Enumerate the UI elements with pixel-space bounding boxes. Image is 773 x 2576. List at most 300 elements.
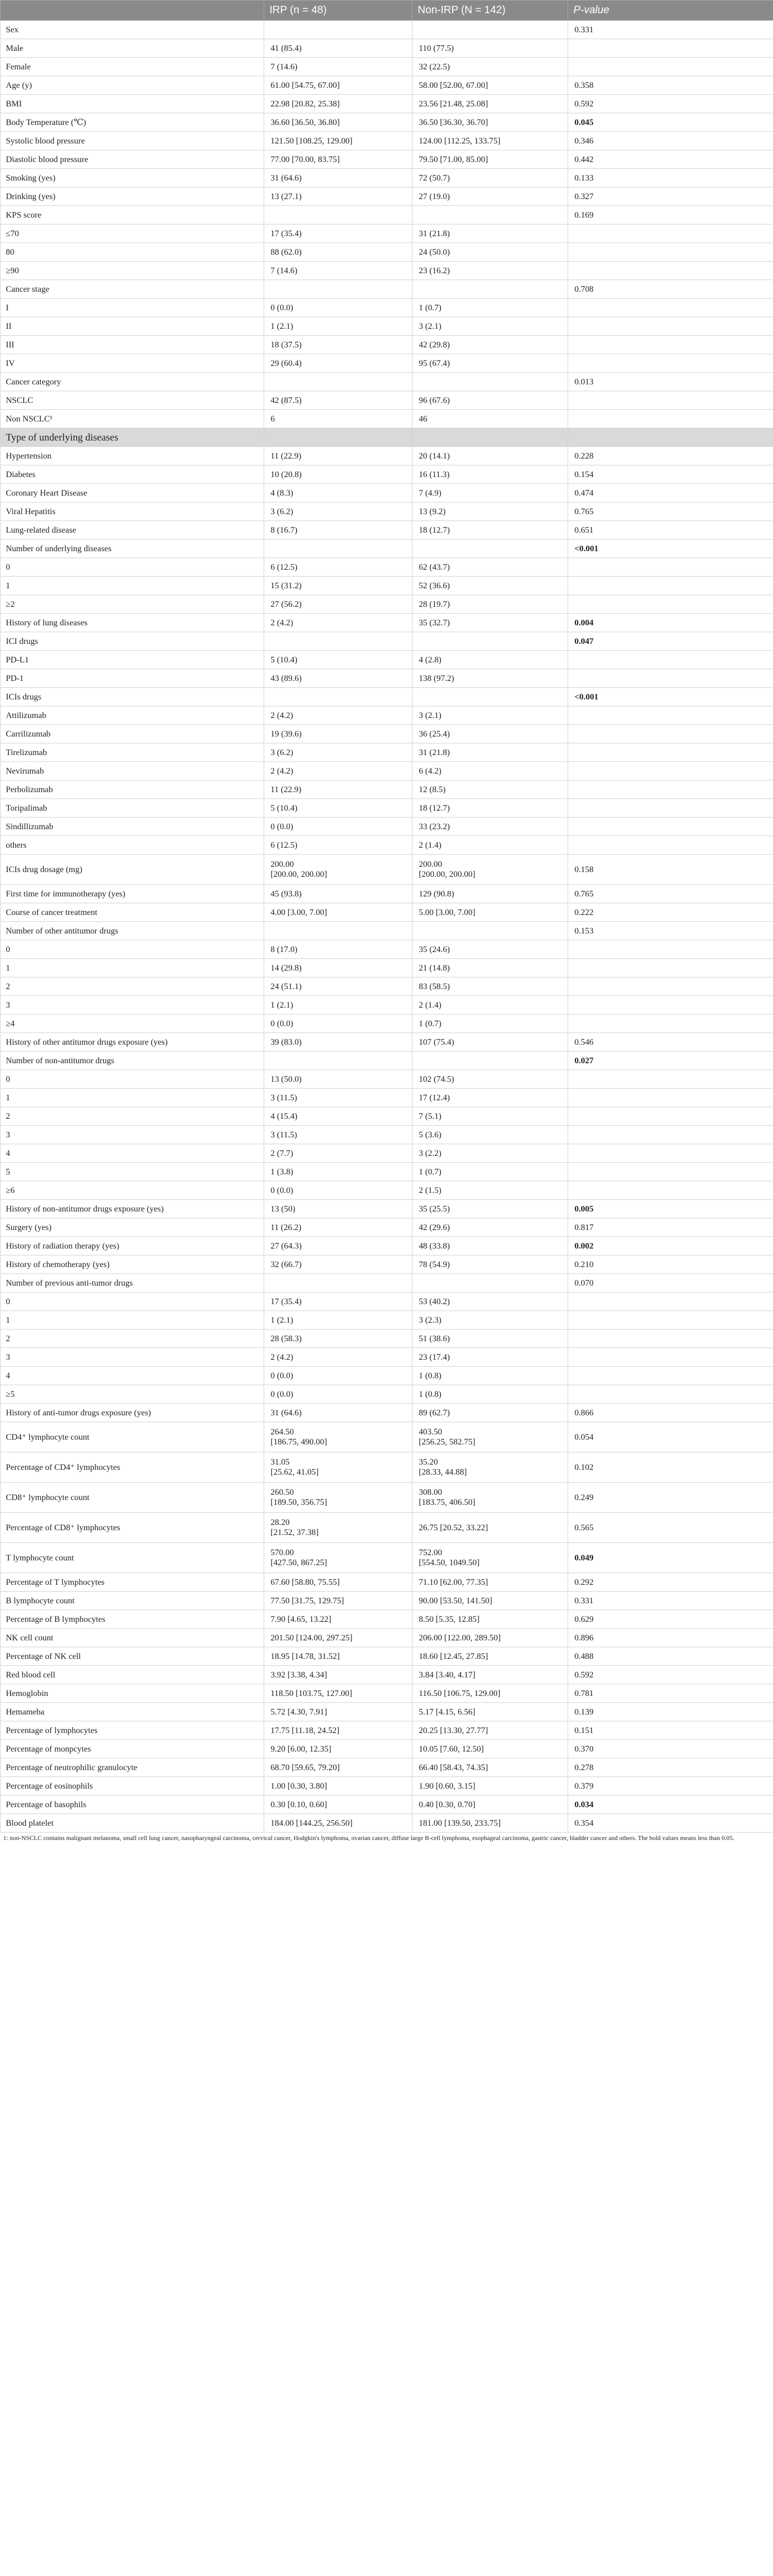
non-irp-value-cell: 16 (11.3) <box>412 465 568 484</box>
variable-cell: ICIs drug dosage (mg) <box>1 855 264 885</box>
non-irp-value-cell <box>412 688 568 706</box>
irp-value-cell: 8 (17.0) <box>264 940 412 959</box>
table-row <box>1 502 773 521</box>
variable-cell: Tirelizumab <box>1 743 264 762</box>
variable-cell: Carrilizumab <box>1 725 264 743</box>
irp-value-cell: 18.95 [14.78, 31.52] <box>264 1647 412 1666</box>
table-row <box>1 1052 773 1070</box>
irp-value-cell: 28 (58.3) <box>264 1330 412 1348</box>
irp-value-cell: 31.05 [25.62, 41.05] <box>264 1452 412 1483</box>
irp-value-cell: 24 (51.1) <box>264 977 412 996</box>
p-value-cell: 0.047 <box>568 632 773 651</box>
table-row <box>1 1330 773 1348</box>
variable-cell: III <box>1 336 264 354</box>
table-row <box>1 391 773 410</box>
p-value-cell: 0.629 <box>568 1610 773 1629</box>
variable-cell: Hemoglobin <box>1 1684 264 1703</box>
variable-cell: Number of underlying diseases <box>1 540 264 558</box>
non-irp-value-cell: 42 (29.6) <box>412 1218 568 1237</box>
non-irp-value-cell: 53 (40.2) <box>412 1293 568 1311</box>
variable-cell: Cancer category <box>1 373 264 391</box>
table-row <box>1 206 773 225</box>
variable-cell: Sindillizumab <box>1 818 264 836</box>
variable-cell: Male <box>1 39 264 58</box>
p-value-cell: 0.002 <box>568 1237 773 1255</box>
irp-value-cell: 17.75 [11.18, 24.52] <box>264 1721 412 1740</box>
table-row <box>1 1311 773 1330</box>
p-value-cell: 0.765 <box>568 885 773 903</box>
table-row <box>1 818 773 836</box>
irp-value-cell: 0 (0.0) <box>264 1181 412 1200</box>
table-row <box>1 1107 773 1126</box>
table-row <box>1 317 773 336</box>
variable-cell: KPS score <box>1 206 264 225</box>
header-irp: IRP (n = 48) <box>264 1 412 21</box>
variable-cell: Systolic blood pressure <box>1 132 264 150</box>
non-irp-value-cell <box>412 1052 568 1070</box>
irp-value-cell: 31 (64.6) <box>264 169 412 187</box>
variable-cell: 3 <box>1 1126 264 1144</box>
non-irp-value-cell: 95 (67.4) <box>412 354 568 373</box>
irp-value-cell: 14 (29.8) <box>264 959 412 977</box>
non-irp-value-cell: 2 (1.4) <box>412 836 568 855</box>
variable-cell: Viral Hepatitis <box>1 502 264 521</box>
p-value-cell <box>568 1070 773 1089</box>
p-value-cell <box>568 1163 773 1181</box>
non-irp-value-cell: 23 (17.4) <box>412 1348 568 1367</box>
table-row <box>1 885 773 903</box>
p-value-cell: 0.370 <box>568 1740 773 1758</box>
irp-value-cell: 17 (35.4) <box>264 225 412 243</box>
variable-cell: 1 <box>1 959 264 977</box>
variable-cell: 1 <box>1 1089 264 1107</box>
non-irp-value-cell: 1 (0.8) <box>412 1367 568 1385</box>
non-irp-value-cell: 33 (23.2) <box>412 818 568 836</box>
variable-cell: 2 <box>1 1107 264 1126</box>
p-value-cell: 0.210 <box>568 1255 773 1274</box>
table-row <box>1 1703 773 1721</box>
variable-cell: BMI <box>1 95 264 113</box>
p-value-cell: 0.158 <box>568 855 773 885</box>
irp-value-cell: 1 (2.1) <box>264 1311 412 1330</box>
variable-cell: First time for immunotherapy (yes) <box>1 885 264 903</box>
non-irp-value-cell: 35 (24.6) <box>412 940 568 959</box>
non-irp-value-cell: 66.40 [58.43, 74.35] <box>412 1758 568 1777</box>
table-header-row <box>1 1 773 21</box>
table-row <box>1 922 773 940</box>
irp-value-cell: 1 (2.1) <box>264 996 412 1015</box>
irp-value-cell: 27 (56.2) <box>264 595 412 614</box>
non-irp-value-cell: 107 (75.4) <box>412 1033 568 1052</box>
table-row <box>1 336 773 354</box>
variable-cell: Hypertension <box>1 447 264 465</box>
table-row <box>1 280 773 299</box>
irp-value-cell: 8 (16.7) <box>264 521 412 540</box>
non-irp-value-cell: 28 (19.7) <box>412 595 568 614</box>
p-value-cell: 0.592 <box>568 95 773 113</box>
non-irp-value-cell: 200.00 [200.00, 200.00] <box>412 855 568 885</box>
variable-cell: 4 <box>1 1144 264 1163</box>
irp-value-cell: 0 (0.0) <box>264 1015 412 1033</box>
irp-value-cell: 9.20 [6.00, 12.35] <box>264 1740 412 1758</box>
p-value-cell: 0.781 <box>568 1684 773 1703</box>
variable-cell: History of chemotherapy (yes) <box>1 1255 264 1274</box>
table-row <box>1 225 773 243</box>
p-value-cell: 0.651 <box>568 521 773 540</box>
p-value-cell: 0.045 <box>568 113 773 132</box>
non-irp-value-cell: 72 (50.7) <box>412 169 568 187</box>
p-value-cell <box>568 428 773 447</box>
table-row <box>1 150 773 169</box>
table-row <box>1 780 773 799</box>
irp-value-cell: 2 (4.2) <box>264 614 412 632</box>
non-irp-value-cell: 1 (0.7) <box>412 1163 568 1181</box>
table-row <box>1 1543 773 1573</box>
p-value-cell <box>568 225 773 243</box>
irp-value-cell: 260.50 [189.50, 356.75] <box>264 1483 412 1513</box>
irp-value-cell: 31 (64.6) <box>264 1404 412 1422</box>
table-row <box>1 1126 773 1144</box>
non-irp-value-cell: 2 (1.4) <box>412 996 568 1015</box>
p-value-cell <box>568 558 773 577</box>
p-value-cell: 0.027 <box>568 1052 773 1070</box>
non-irp-value-cell: 32 (22.5) <box>412 58 568 76</box>
irp-value-cell: 77.00 [70.00, 83.75] <box>264 150 412 169</box>
p-value-cell <box>568 1089 773 1107</box>
p-value-cell <box>568 1107 773 1126</box>
variable-cell: 0 <box>1 1070 264 1089</box>
irp-value-cell: 3 (11.5) <box>264 1126 412 1144</box>
variable-cell: Diabetes <box>1 465 264 484</box>
irp-value-cell: 32 (66.7) <box>264 1255 412 1274</box>
table-row <box>1 1144 773 1163</box>
variable-cell: Non NSCLC¹ <box>1 410 264 428</box>
table-row <box>1 21 773 39</box>
irp-value-cell: 88 (62.0) <box>264 243 412 262</box>
non-irp-value-cell: 58.00 [52.00, 67.00] <box>412 76 568 95</box>
p-value-cell: 0.228 <box>568 447 773 465</box>
p-value-cell <box>568 58 773 76</box>
irp-value-cell: 5 (10.4) <box>264 799 412 818</box>
variable-cell: ≤70 <box>1 225 264 243</box>
non-irp-value-cell: 124.00 [112.25, 133.75] <box>412 132 568 150</box>
variable-cell: Percentage of CD8⁺ lymphocytes <box>1 1513 264 1543</box>
table-row <box>1 799 773 818</box>
variable-cell: Percentage of T lymphocytes <box>1 1573 264 1592</box>
non-irp-value-cell: 78 (54.9) <box>412 1255 568 1274</box>
irp-value-cell: 264.50 [186.75, 490.00] <box>264 1422 412 1452</box>
non-irp-value-cell: 4 (2.8) <box>412 651 568 669</box>
non-irp-value-cell: 0.40 [0.30, 0.70] <box>412 1796 568 1814</box>
p-value-cell: 0.151 <box>568 1721 773 1740</box>
non-irp-value-cell: 27 (19.0) <box>412 187 568 206</box>
variable-cell: B lymphocyte count <box>1 1592 264 1610</box>
irp-value-cell: 0 (0.0) <box>264 1385 412 1404</box>
irp-value-cell: 13 (50.0) <box>264 1070 412 1089</box>
p-value-cell: 0.358 <box>568 76 773 95</box>
variable-cell: 1 <box>1 1311 264 1330</box>
table-row <box>1 521 773 540</box>
non-irp-value-cell: 21 (14.8) <box>412 959 568 977</box>
non-irp-value-cell: 3 (2.1) <box>412 706 568 725</box>
irp-value-cell: 15 (31.2) <box>264 577 412 595</box>
variable-cell: Age (y) <box>1 76 264 95</box>
header-variable <box>1 1 264 21</box>
table-row <box>1 996 773 1015</box>
variable-cell: 2 <box>1 977 264 996</box>
non-irp-value-cell: 110 (77.5) <box>412 39 568 58</box>
table-row <box>1 113 773 132</box>
p-value-cell: 0.817 <box>568 1218 773 1237</box>
variable-cell: Percentage of B lymphocytes <box>1 1610 264 1629</box>
non-irp-value-cell: 36 (25.4) <box>412 725 568 743</box>
irp-value-cell: 11 (22.9) <box>264 447 412 465</box>
irp-value-cell <box>264 21 412 39</box>
p-value-cell <box>568 762 773 780</box>
irp-value-cell: 1.00 [0.30, 3.80] <box>264 1777 412 1796</box>
p-value-cell: 0.169 <box>568 206 773 225</box>
variable-cell: Percentage of neutrophilic granulocyte <box>1 1758 264 1777</box>
table-row <box>1 447 773 465</box>
irp-value-cell: 4 (15.4) <box>264 1107 412 1126</box>
irp-value-cell: 0.30 [0.10, 0.60] <box>264 1796 412 1814</box>
p-value-cell: 0.005 <box>568 1200 773 1218</box>
table-row <box>1 1629 773 1647</box>
table-row <box>1 1200 773 1218</box>
p-value-cell <box>568 1367 773 1385</box>
variable-cell: 5 <box>1 1163 264 1181</box>
variable-cell: Percentage of monpcytes <box>1 1740 264 1758</box>
irp-value-cell: 0 (0.0) <box>264 299 412 317</box>
non-irp-value-cell: 20 (14.1) <box>412 447 568 465</box>
non-irp-value-cell: 206.00 [122.00, 289.50] <box>412 1629 568 1647</box>
non-irp-value-cell: 102 (74.5) <box>412 1070 568 1089</box>
p-value-cell: 0.222 <box>568 903 773 922</box>
variable-cell: Number of previous anti-tumor drugs <box>1 1274 264 1293</box>
irp-value-cell: 77.50 [31.75, 129.75] <box>264 1592 412 1610</box>
non-irp-value-cell <box>412 280 568 299</box>
variable-cell: Blood platelet <box>1 1814 264 1833</box>
variable-cell: Cancer stage <box>1 280 264 299</box>
p-value-cell <box>568 799 773 818</box>
irp-value-cell: 4.00 [3.00, 7.00] <box>264 903 412 922</box>
non-irp-value-cell: 62 (43.7) <box>412 558 568 577</box>
table-row <box>1 959 773 977</box>
non-irp-value-cell: 35.20 [28.33, 44.88] <box>412 1452 568 1483</box>
non-irp-value-cell: 1.90 [0.60, 3.15] <box>412 1777 568 1796</box>
non-irp-value-cell <box>412 540 568 558</box>
non-irp-value-cell: 90.00 [53.50, 141.50] <box>412 1592 568 1610</box>
p-value-cell: 0.765 <box>568 502 773 521</box>
p-value-cell: 0.153 <box>568 922 773 940</box>
variable-cell: 0 <box>1 940 264 959</box>
variable-cell: Percentage of eosinophils <box>1 1777 264 1796</box>
table-row <box>1 1181 773 1200</box>
non-irp-value-cell: 403.50 [256.25, 582.75] <box>412 1422 568 1452</box>
irp-value-cell: 200.00 [200.00, 200.00] <box>264 855 412 885</box>
p-value-cell: 0.546 <box>568 1033 773 1052</box>
variable-cell: PD-L1 <box>1 651 264 669</box>
variable-cell: 80 <box>1 243 264 262</box>
p-value-cell <box>568 1385 773 1404</box>
variable-cell: Attilizumab <box>1 706 264 725</box>
p-value-cell: 0.249 <box>568 1483 773 1513</box>
irp-value-cell: 2 (4.2) <box>264 706 412 725</box>
table-row <box>1 1218 773 1237</box>
p-value-cell: 0.070 <box>568 1274 773 1293</box>
table-row <box>1 1814 773 1833</box>
variable-cell: History of other antitumor drugs exposure (yes) <box>1 1033 264 1052</box>
irp-value-cell: 45 (93.8) <box>264 885 412 903</box>
variable-cell: Percentage of lymphocytes <box>1 1721 264 1740</box>
non-irp-value-cell: 31 (21.8) <box>412 743 568 762</box>
irp-value-cell: 22.98 [20.82, 25.38] <box>264 95 412 113</box>
non-irp-value-cell: 3.84 [3.40, 4.17] <box>412 1666 568 1684</box>
non-irp-value-cell: 71.10 [62.00, 77.35] <box>412 1573 568 1592</box>
table-row <box>1 187 773 206</box>
non-irp-value-cell: 46 <box>412 410 568 428</box>
variable-cell: Toripalimab <box>1 799 264 818</box>
irp-value-cell <box>264 688 412 706</box>
variable-cell: 3 <box>1 1348 264 1367</box>
irp-value-cell: 6 <box>264 410 412 428</box>
table-row <box>1 373 773 391</box>
table-row <box>1 669 773 688</box>
p-value-cell: 0.896 <box>568 1629 773 1647</box>
table-row <box>1 58 773 76</box>
p-value-cell: 0.278 <box>568 1758 773 1777</box>
table-row <box>1 1573 773 1592</box>
non-irp-value-cell: 3 (2.1) <box>412 317 568 336</box>
irp-value-cell: 121.50 [108.25, 129.00] <box>264 132 412 150</box>
table-row <box>1 855 773 885</box>
table-row <box>1 762 773 780</box>
non-irp-value-cell: 42 (29.8) <box>412 336 568 354</box>
table-row <box>1 465 773 484</box>
irp-value-cell: 7 (14.6) <box>264 58 412 76</box>
table-row <box>1 725 773 743</box>
non-irp-value-cell: 1 (0.7) <box>412 1015 568 1033</box>
non-irp-value-cell: 24 (50.0) <box>412 243 568 262</box>
irp-value-cell <box>264 206 412 225</box>
non-irp-value-cell: 7 (5.1) <box>412 1107 568 1126</box>
table-row <box>1 1033 773 1052</box>
table-row <box>1 1404 773 1422</box>
variable-cell: Percentage of CD4⁺ lymphocytes <box>1 1452 264 1483</box>
irp-value-cell: 570.00 [427.50, 867.25] <box>264 1543 412 1573</box>
non-irp-value-cell <box>412 373 568 391</box>
p-value-cell <box>568 959 773 977</box>
irp-value-cell: 0 (0.0) <box>264 818 412 836</box>
p-value-cell <box>568 1126 773 1144</box>
irp-value-cell: 10 (20.8) <box>264 465 412 484</box>
table-row <box>1 1758 773 1777</box>
irp-value-cell: 3 (6.2) <box>264 502 412 521</box>
table-row <box>1 595 773 614</box>
irp-value-cell: 7.90 [4.65, 13.22] <box>264 1610 412 1629</box>
table-body <box>1 21 773 1833</box>
variable-cell: Coronary Heart Disease <box>1 484 264 502</box>
p-value-cell: <0.001 <box>568 540 773 558</box>
irp-value-cell: 5 (10.4) <box>264 651 412 669</box>
table-row <box>1 262 773 280</box>
variable-cell: T lymphocyte count <box>1 1543 264 1573</box>
irp-value-cell: 0 (0.0) <box>264 1367 412 1385</box>
table-row <box>1 299 773 317</box>
table-row <box>1 354 773 373</box>
p-value-cell <box>568 1293 773 1311</box>
irp-value-cell <box>264 1052 412 1070</box>
table-row <box>1 1666 773 1684</box>
p-value-cell: 0.488 <box>568 1647 773 1666</box>
irp-value-cell: 13 (27.1) <box>264 187 412 206</box>
variable-cell: ≥2 <box>1 595 264 614</box>
irp-value-cell: 43 (89.6) <box>264 669 412 688</box>
table-row <box>1 540 773 558</box>
p-value-cell: 0.139 <box>568 1703 773 1721</box>
variable-cell: History of radiation therapy (yes) <box>1 1237 264 1255</box>
non-irp-value-cell: 308.00 [183.75, 406.50] <box>412 1483 568 1513</box>
variable-cell: 4 <box>1 1367 264 1385</box>
table-row <box>1 1089 773 1107</box>
non-irp-value-cell: 129 (90.8) <box>412 885 568 903</box>
table-row <box>1 706 773 725</box>
p-value-cell <box>568 410 773 428</box>
table-row <box>1 1348 773 1367</box>
non-irp-value-cell: 181.00 [139.50, 233.75] <box>412 1814 568 1833</box>
irp-value-cell: 41 (85.4) <box>264 39 412 58</box>
irp-value-cell: 29 (60.4) <box>264 354 412 373</box>
non-irp-value-cell: 116.50 [106.75, 129.00] <box>412 1684 568 1703</box>
p-value-cell <box>568 940 773 959</box>
p-value-cell <box>568 1015 773 1033</box>
non-irp-value-cell: 35 (25.5) <box>412 1200 568 1218</box>
table-row <box>1 169 773 187</box>
irp-value-cell: 6 (12.5) <box>264 836 412 855</box>
irp-value-cell: 68.70 [59.65, 79.20] <box>264 1758 412 1777</box>
p-value-cell <box>568 1181 773 1200</box>
p-value-cell: 0.866 <box>568 1404 773 1422</box>
non-irp-value-cell: 79.50 [71.00, 85.00] <box>412 150 568 169</box>
non-irp-value-cell: 1 (0.7) <box>412 299 568 317</box>
non-irp-value-cell: 752.00 [554.50, 1049.50] <box>412 1543 568 1573</box>
irp-value-cell <box>264 922 412 940</box>
p-value-cell: 0.331 <box>568 1592 773 1610</box>
irp-value-cell: 3 (11.5) <box>264 1089 412 1107</box>
table-row <box>1 1647 773 1666</box>
table-row <box>1 132 773 150</box>
p-value-cell: 0.708 <box>568 280 773 299</box>
non-irp-value-cell: 31 (21.8) <box>412 225 568 243</box>
table-row <box>1 1796 773 1814</box>
p-value-cell: 0.592 <box>568 1666 773 1684</box>
p-value-cell <box>568 706 773 725</box>
table-row <box>1 1070 773 1089</box>
table-row <box>1 1163 773 1181</box>
non-irp-value-cell: 52 (36.6) <box>412 577 568 595</box>
p-value-cell <box>568 725 773 743</box>
irp-value-cell: 11 (26.2) <box>264 1218 412 1237</box>
variable-cell: CD4⁺ lymphocyte count <box>1 1422 264 1452</box>
table-row <box>1 558 773 577</box>
variable-cell: others <box>1 836 264 855</box>
table-row <box>1 1367 773 1385</box>
variable-cell: Smoking (yes) <box>1 169 264 187</box>
variable-cell: 0 <box>1 558 264 577</box>
variable-cell: 3 <box>1 996 264 1015</box>
table-row <box>1 1740 773 1758</box>
non-irp-value-cell: 7 (4.9) <box>412 484 568 502</box>
